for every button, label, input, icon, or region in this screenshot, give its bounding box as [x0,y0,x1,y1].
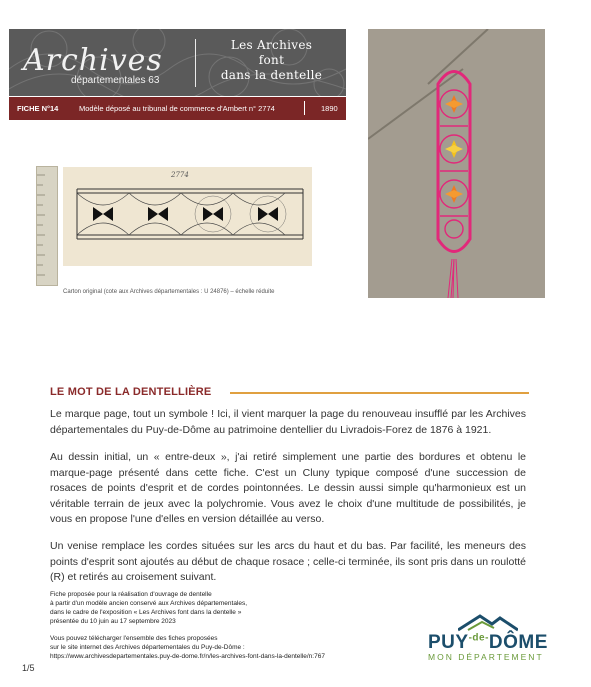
banner-separator [195,39,196,87]
archives-logo-subtitle: départementales 63 [71,75,160,86]
brand-name [428,632,548,654]
footer-note-line: à partir d'un modèle ancien conservé aux Archives départementales, [50,600,248,607]
page-number: 1/5 [22,663,35,673]
fiche-info-bar [9,97,346,120]
section-rule [230,392,529,394]
exhibition-title-line: dans la dentelle [220,68,323,82]
bar-divider [304,101,305,115]
footer-note-line: présentée du 10 juin au 17 septembre 2023 [50,618,176,625]
brand-tagline: MON DÉPARTEMENT [428,652,544,662]
footer-note [50,590,400,626]
footer-note-line: Fiche proposée pour la réalisation d'ouvrage de dentelle [50,591,212,598]
download-link[interactable]: https://www.archivesdepartementales.puy-de-dome.fr/n/les-archives-font-dans-la-dentelle/n:767 [50,653,325,660]
download-line: sur le site internet des Archives départementales du Puy-de-Dôme : [50,644,245,651]
year: 1890 [321,104,338,113]
brand-name-de: -de- [468,632,489,644]
brand-name-part: PUY [428,632,469,653]
exhibition-title [199,38,344,83]
mountain-icon [458,612,518,632]
bookmark-photo [368,29,545,298]
header-banner [9,29,346,96]
footer-download [50,634,400,661]
brand-name-part: DÔME [488,632,548,653]
carton-original-image [63,167,312,266]
archives-logo-script: Archives [23,43,163,78]
image-caption: Carton original (cote aux Archives départementales : U 24876) – échelle réduite [63,289,275,295]
paragraph-venise: Un venise remplace les cordes situées sur les arcs du haut et du bas. Par facilité, les meneurs des points d'esprit sont ajoutés au début de chaque rosace ; celle-ci terminée, ils sont pris dans un roulotté (R) et retirés au croisement suivant. [50,540,526,583]
paragraph-intro: Le marque page, tout un symbole ! Ici, il vient marquer la page du renouveau insufflé par les Archives départementales du Puy-de-Dôme au patrimoine dentellier du Livradois-Forez de 1876 à 1921. [50,408,526,436]
bookmark-lace-illustration [368,29,545,298]
exhibition-title-line: Les Archives [230,38,313,52]
download-line: Vous pouvez télécharger l'ensemble des fiches proposées [50,635,218,642]
paragraph-design: Au dessin initial, un « entre-deux », j'ai retiré simplement une partie des bordures et obtenu le marque-page présenté dans cette fiche. C'est un Cluny typique composé d'une succession de rosaces de points d'esprit et de cordes pointonnées. Le dessin aussi simple qu'harmonieux est un véritable terrain de jeux avec la polychromie. Vous avez le choix d'une multitude de possibilités, je vous en propose l'une d'elles en version détaillée au verso. [50,451,526,525]
lace-pattern-drawing [63,167,312,266]
measuring-ruler [36,166,58,286]
ruler-ticks [37,167,57,285]
model-deposit: Modèle déposé au tribunal de commerce d'Ambert n° 2774 [79,104,275,113]
puy-de-dome-logo [428,612,552,662]
fiche-number: FICHE N°14 [17,104,59,113]
exhibition-title-line: font [258,53,285,67]
carton-number: 2774 [171,171,189,179]
section-title: LE MOT DE LA DENTELLIÈRE [50,386,212,398]
footer-note-line: dans le cadre de l'exposition « Les Archives font dans la dentelle » [50,609,242,616]
